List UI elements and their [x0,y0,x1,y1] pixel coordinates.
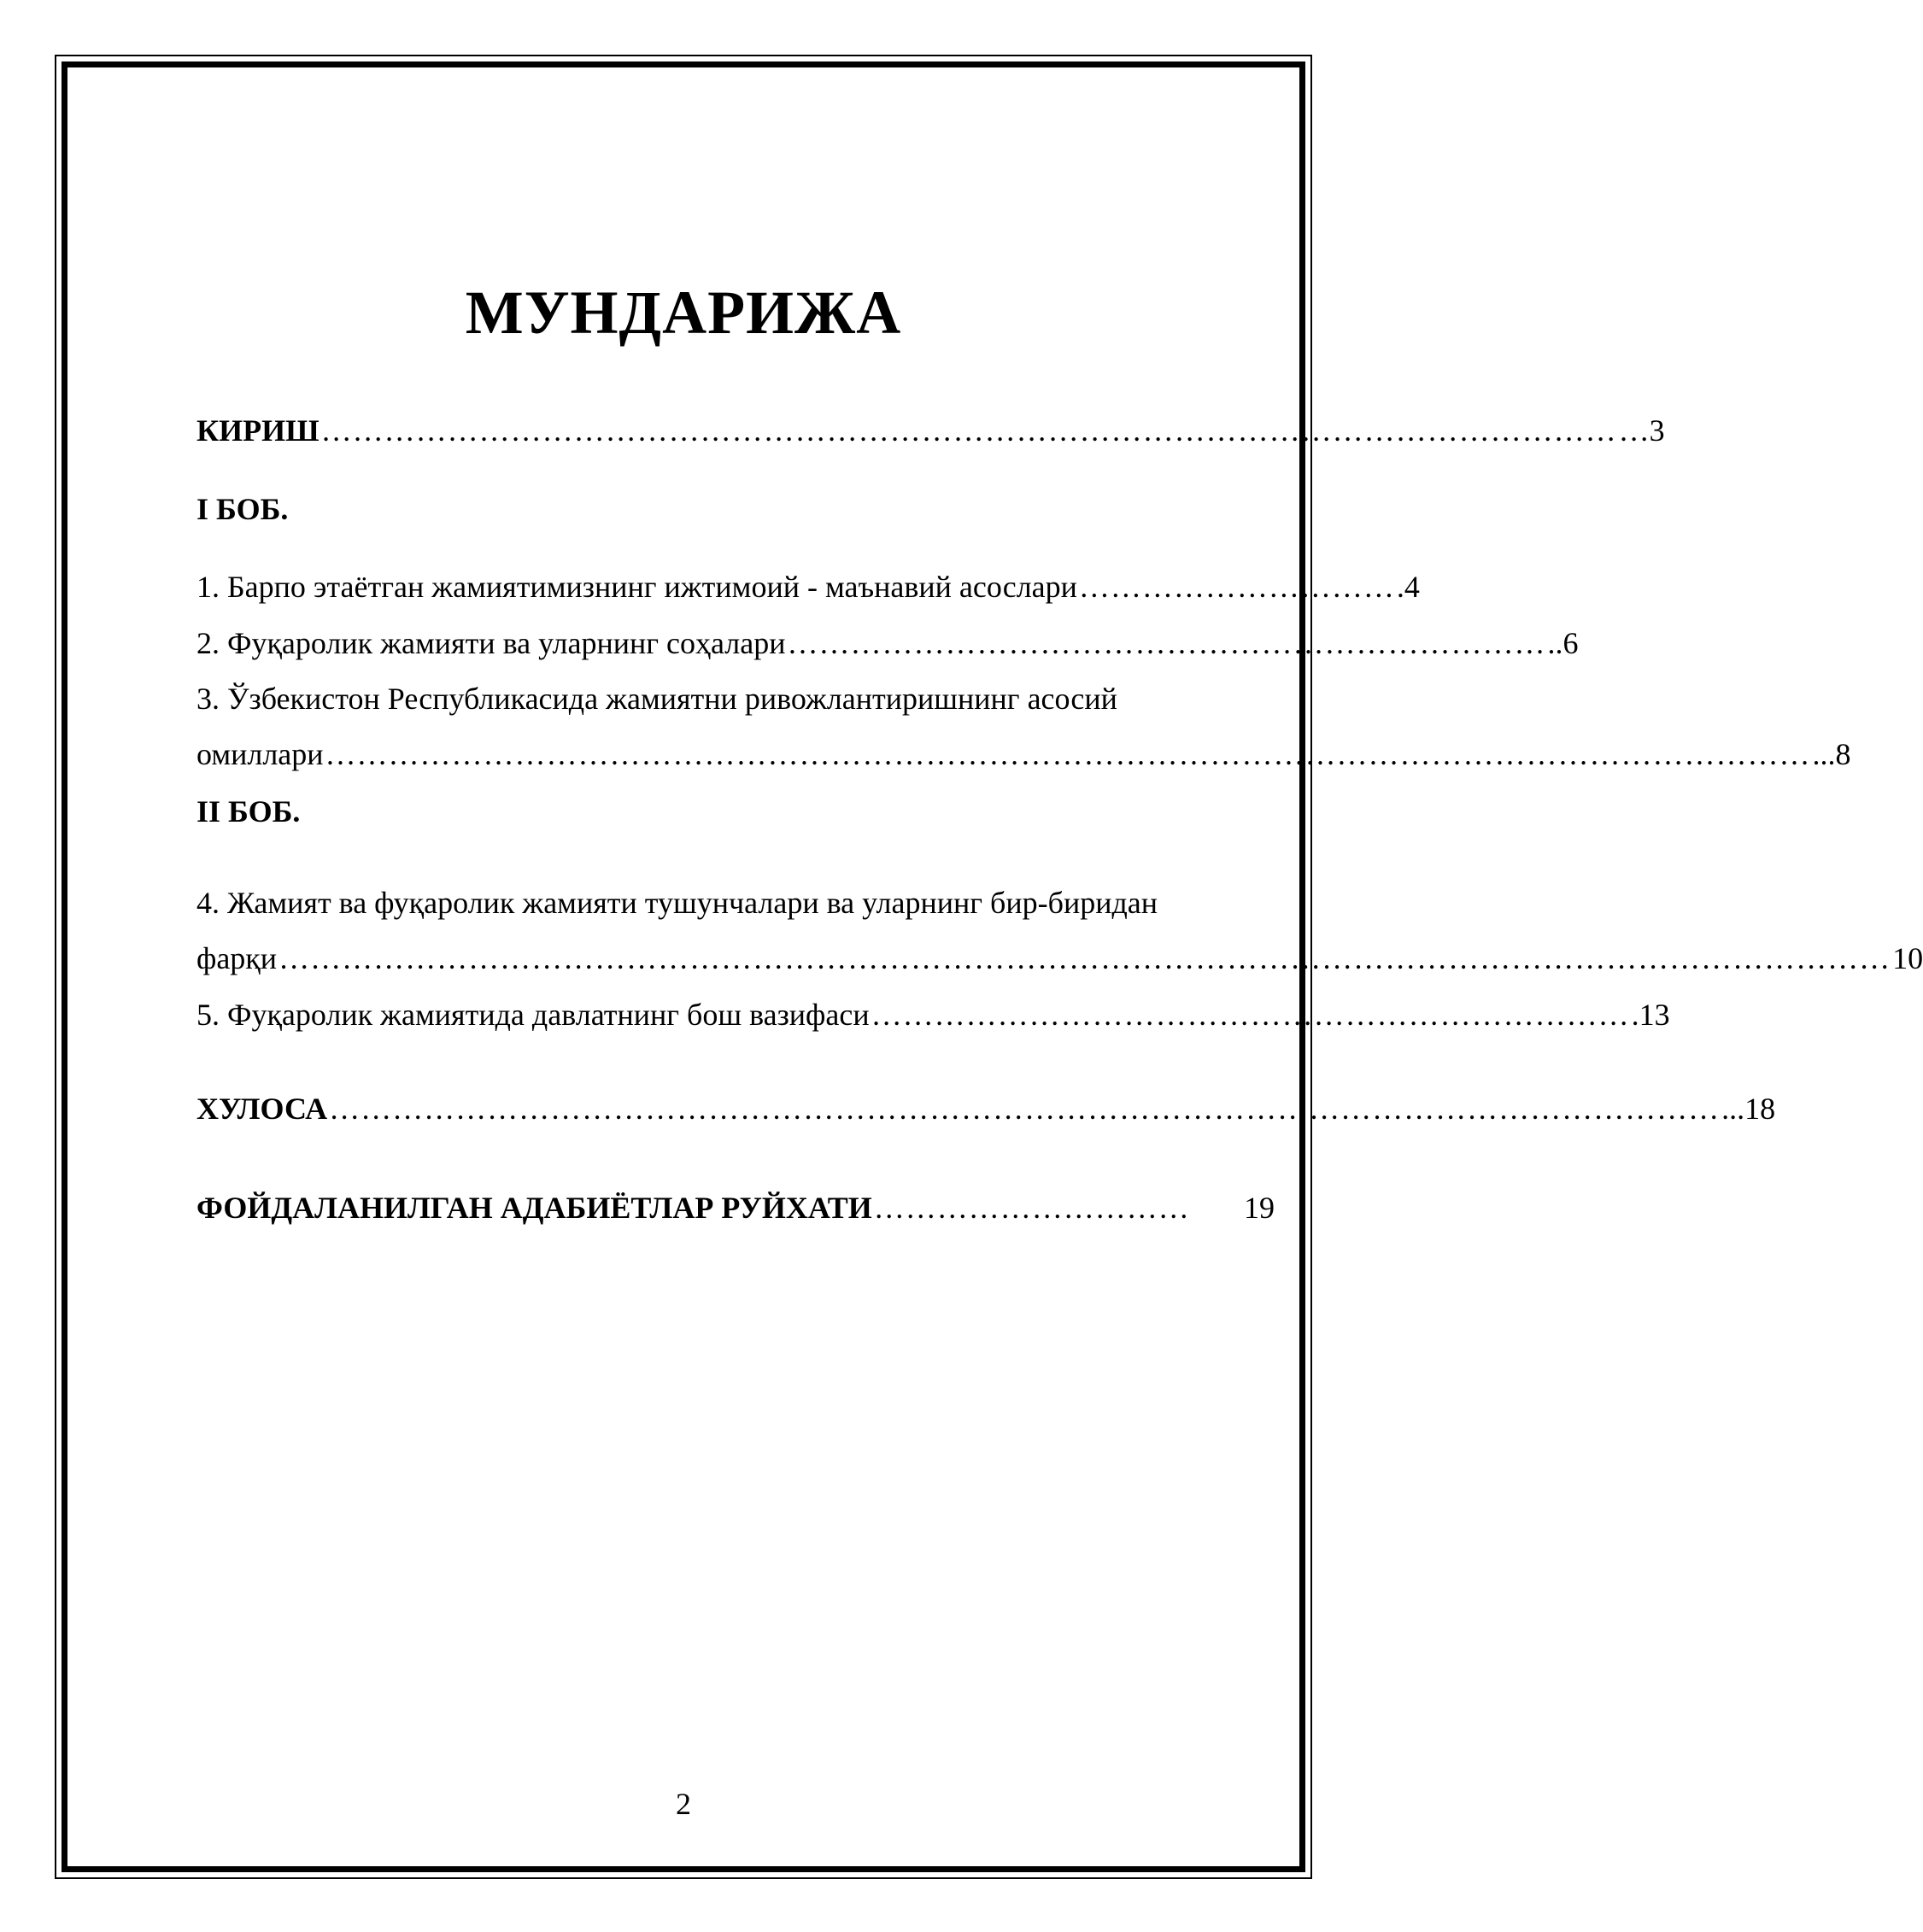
toc-entry-references [196,1192,1275,1223]
toc-leader-dots: …………………………………………………………………………………………………………………… [329,1092,1721,1126]
toc-leader-dots: ……………………………………………………………… [871,998,1630,1032]
toc-page-number: ...18 [1721,1092,1776,1126]
toc-entry-introduction [196,413,1665,448]
toc-entry-label: КИРИШ [196,413,320,448]
toc-leader-dots: ……………………………………………………………………………………………………………………………………… [278,941,1891,975]
toc-entry-section-5 [196,998,1670,1032]
toc-page-number: 19 [1244,1191,1275,1225]
toc-page-number: 10 [1892,941,1923,975]
toc-page-number: .13 [1631,998,1670,1032]
toc-entry-section-3-line-1: 3. Ўзбекистон Республикасида жамиятни ривожлантиришнинг асосий [196,682,1117,716]
toc-entry-label: 1. Барпо этаётган жамиятимизнинг ижтимоий - маънавий асослари [196,570,1077,604]
toc-leader-dots: …………………………………………………………………………………………………………… [320,413,1617,448]
toc-entry-label: омиллари [196,737,324,771]
chapter-heading-2: II БОБ. [196,794,301,828]
chapter-heading-1: I БОБ. [196,492,289,526]
toc-page-number: …3 [1618,413,1665,448]
toc-entry-conclusion [196,1092,1776,1126]
toc-entry-section-3-line-2 [196,737,1851,771]
toc-page-number: .4 [1396,570,1420,604]
toc-entry-section-2 [196,626,1579,660]
toc-page-number: ...8 [1812,737,1851,771]
page-number: 2 [676,1787,691,1821]
toc-leader-dots: ………………………… [1078,570,1395,604]
page-title: МУНДАРИЖА [465,278,902,347]
toc-leader-dots: …………………………………………………………………………………………………………………………… [325,737,1811,771]
toc-entry-label: фарқи [196,941,278,975]
toc-entry-label: 2. Фуқаролик жамияти ва уларнинг соҳалари [196,626,786,660]
toc-entry-label: ХУЛОСА [196,1092,328,1126]
toc-entry-section-4-line-2 [196,941,1923,975]
toc-entry-section-4-line-1: 4. Жамият ва фуқаролик жамияти тушунчалари ва уларнинг бир-биридан [196,886,1158,920]
toc-leader-dots: ………………………… [873,1191,1190,1225]
toc-page-number: ..6 [1547,626,1579,660]
toc-entry-label: 5. Фуқаролик жамиятида давлатнинг бош вазифаси [196,998,870,1032]
toc-entry-section-1 [196,570,1420,604]
toc-leader-dots: ……………………………………………………………… [787,626,1546,660]
toc-entry-label: ФОЙДАЛАНИЛГАН АДАБИЁТЛАР РУЙХАТИ [196,1191,872,1225]
